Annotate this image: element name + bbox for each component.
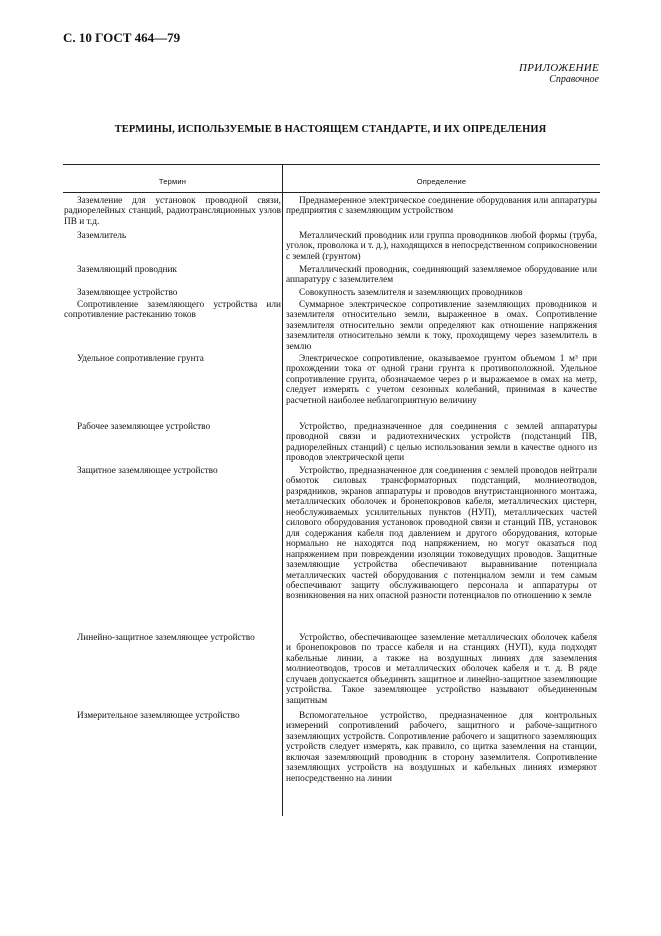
term-cell: Защитное заземляющее устройство xyxy=(77,466,218,476)
column-header-term: Термин xyxy=(158,177,187,186)
definition-cell: Вспомогательное устройство, предназначенное для контрольных измерений сопротивлений рабочего, защитного и рабоче-защитного заземляющих устройств. Сопротивление рабочего и защитного заземляющих устройств следует измерять, как правило, со щитка заземления на станции, включая заземляющий проводник в сторону заземлителя. Сопротивление заземляющих устройств на воздушных и кабельных линиях измеряют непосредственно на линии xyxy=(286,711,597,784)
definition-cell: Устройство, обеспечивающее заземление металлических оболочек кабеля и бронепокровов по трассе кабеля и на станциях (НУП), куда подходят кабельные линии, а также на воздушных линиях для заземления молниеотводов, тросов и металлических оболочек кабеля и т. д. В ряде случаев допускается объединять защитное и линейно-защитное заземляющие устройства. Такое заземляющее устройство называют объединенным защитным xyxy=(286,633,597,706)
table-top-rule xyxy=(63,164,600,165)
term-cell: Заземление для установок проводной связи, радиорелейных станций, радиотрансляционных узлов ПВ и т.д. xyxy=(64,196,281,227)
definition-cell: Суммарное электрическое сопротивление заземляющих проводников и заземлителя относительно земли, выраженное в омах. Сопротивление заземлителя относительно земли определяют как отношение напряжения заземлителя относительно земли к току, проходящему через заземлитель в землю xyxy=(286,300,597,352)
term-cell: Заземляющий проводник xyxy=(77,265,177,275)
definition-cell: Устройство, предназначенное для соединения с землей проводов нейтрали обмоток силовых трансформаторных подстанций, молниеотводов, разрядников, экранов аппаратуры и проводов внутристанционного монтажа, металлических оболочек и бронепокровов кабеля, металлических цистерн, необслуживаемых усилительных пунктов (НУП), металлических частей силового оборудования установок проводной связи и станций ПВ, установок для содержания кабеля под давлением и другого оборудования, которые нормально не находятся под напряжением, но могут оказаться под напряжением при повреждении изоляции токоведущих проводов. Защитные заземляющие устройства обеспечивают выравнивание потенциала металлических частей оборудования с потенциалом земли и тем самым обеспечивают защиту обслуживающего персонала и аппаратуры от возникновения на них опасной разности потенциалов по отношению к земле xyxy=(286,466,597,602)
term-cell: Заземлитель xyxy=(77,231,127,241)
term-cell: Линейно-защитное заземляющее устройство xyxy=(77,633,255,643)
definition-cell: Металлический проводник, соединяющий заземляемое оборудование или аппаратуру с заземлителем xyxy=(286,265,597,286)
definition-cell: Совокупность заземлителя и заземляющих проводников xyxy=(299,288,523,298)
column-header-definition: Определение xyxy=(416,177,467,186)
definition-cell: Преднамеренное электрическое соединение оборудования или аппаратуры предприятия с заземляющим устройством xyxy=(286,196,597,217)
document-title: ТЕРМИНЫ, ИСПОЛЬЗУЕМЫЕ В НАСТОЯЩЕМ СТАНДАРТЕ, И ИХ ОПРЕДЕЛЕНИЯ xyxy=(114,124,547,135)
table-header-rule xyxy=(63,192,600,193)
definition-cell: Металлический проводник или группа проводников любой формы (труба, уголок, проволока и т. д.), находящихся в непосредственном соприкосновении с землей (грунтом) xyxy=(286,231,597,262)
appendix-label xyxy=(519,62,599,86)
term-cell: Заземляющее устройство xyxy=(77,288,178,298)
definition-cell: Электрическое сопротивление, оказываемое грунтом объемом 1 м³ при прохождении тока от одной грани грунта к противоположной. Удельное сопротивление грунта, обозначаемое через ρ и выражаемое в омах на метр, следует измерять с учетом сезонных колебаний, принимая в качестве расчетной наиболее неблагоприятную величину xyxy=(286,354,597,406)
table-column-divider xyxy=(282,164,283,816)
term-cell: Измерительное заземляющее устройство xyxy=(77,711,240,721)
appendix-type: Справочное xyxy=(549,74,599,85)
term-cell: Рабочее заземляющее устройство xyxy=(77,422,211,432)
appendix-title: ПРИЛОЖЕНИЕ xyxy=(519,62,599,74)
page-header: С. 10 ГОСТ 464—79 xyxy=(63,30,181,45)
term-cell: Сопротивление заземляющего устройства или сопротивление растеканию токов xyxy=(64,300,281,321)
definition-cell: Устройство, предназначенное для соединения с землей аппаратуры проводной связи и радиотехнических устройств (подстанций ПВ, радиорелейных станций) с целью использования земли в качестве одного из проводов электрической цепи xyxy=(286,422,597,464)
term-cell: Удельное сопротивление грунта xyxy=(77,354,204,364)
